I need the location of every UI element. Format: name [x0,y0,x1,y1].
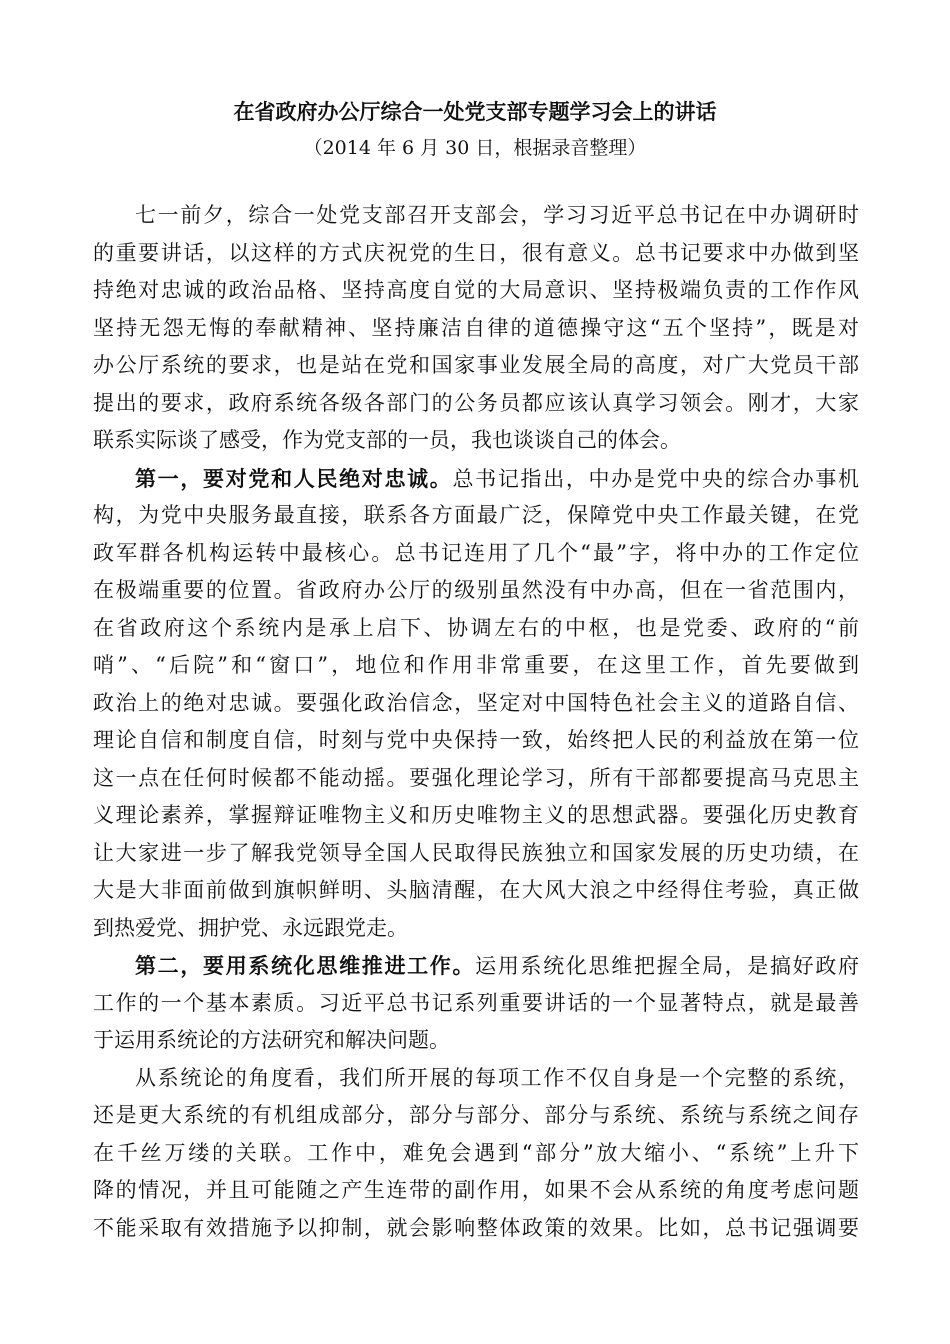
text-line [93,460,859,498]
text-line: 大是大非面前做到旗帜鲜明、头脑清醒，在大风大浪之中经得住考验，真正做 [93,878,859,902]
text-line: 在省政府这个系统内是承上启下、协调左右的中枢，也是党委、政府的“前 [93,615,859,640]
text-line: 持绝对忠诚的政治品格、坚持高度自觉的大局意识、坚持极端负责的工作作风 [93,278,859,302]
text-line: 的重要讲话，以这样的方式庆祝党的生日，很有意义。总书记要求中办做到坚 [93,240,859,265]
text-line [93,947,859,985]
text-line: 从系统论的角度看，我们所开展的每项工作不仅自身是一个完整的系统， [135,1065,859,1090]
document-subtitle: （2014 年 6 月 30 日，根据录音整理） [303,137,647,159]
document-body [93,197,859,1247]
text-line: 坚持无怨无悔的奉献精神、坚持廉洁自律的道德操守这“五个坚持”，既是对 [93,315,859,340]
paragraph-point-two [93,947,859,1060]
text-line: 于运用系统论的方法研究和解决问题。 [93,1028,450,1052]
document-title: 在省政府办公厅综合一处党支部专题学习会上的讲话 [233,99,717,124]
text-line: 让大家进一步了解我党领导全国人民取得民族独立和国家发展的历史功绩，在 [93,840,859,865]
text-line: 理论自信和制度自信，时刻与党中央保持一致，始终把人民的利益放在第一位 [93,728,859,752]
text-line: 不能采取有效措施予以抑制，就会影响整体政策的效果。比如，总书记强调要 [93,1215,859,1240]
paragraph-intro [93,197,859,460]
text-line: 办公厅系统的要求，也是站在党和国家事业发展全局的高度，对广大党员干部 [93,353,859,377]
text-line: 政治上的绝对忠诚。要强化政治信念，坚定对中国特色社会主义的道路自信、 [93,690,859,715]
text-line: 还是更大系统的有机组成部分，部分与部分、部分与系统、系统与系统之间存 [93,1103,859,1127]
text-line: 降的情况，并且可能随之产生连带的副作用，如果不会从系统的角度考虑问题 [93,1178,859,1202]
text-line: 政军群各机构运转中最核心。总书记连用了几个“最”字，将中办的工作定位 [93,540,859,565]
text-line: 构，为党中央服务最直接，联系各方面最广泛，保障党中央工作最关键，在党 [93,503,859,527]
paragraph-lead-heading: 第一，要对党和人民绝对忠诚。 [135,465,453,491]
text-line: 义理论素养，掌握辩证唯物主义和历史唯物主义的思想武器。要强化历史教育 [93,803,859,827]
text-line: 哨”、“后院”和“窗口”，地位和作用非常重要，在这里工作，首先要做到 [93,653,859,677]
text-line-rest: 运用系统化思维把握全局，是搞好政府 [475,954,859,978]
paragraph-systems-view [93,1060,859,1248]
text-line: 工作的一个基本素质。习近平总书记系列重要讲话的一个显著特点，就是最善 [93,990,859,1015]
text-line: 在千丝万缕的关联。工作中，难免会遇到“部分”放大缩小、“系统”上升下 [93,1140,859,1165]
paragraph-point-one [93,460,859,948]
text-line: 联系实际谈了感受，作为党支部的一员，我也谈谈自己的体会。 [93,428,681,452]
paragraph-lead-heading: 第二，要用系统化思维推进工作。 [135,953,476,978]
text-line: 提出的要求，政府系统各级各部门的公务员都应该认真学习领会。刚才，大家 [93,390,859,415]
text-line: 七一前夕，综合一处党支部召开支部会，学习习近平总书记在中办调研时 [135,203,859,227]
text-line: 在极端重要的位置。省政府办公厅的级别虽然没有中办高，但在一省范围内， [93,578,859,602]
text-line: 到热爱党、拥护党、永远跟党走。 [93,915,408,940]
text-line: 这一点在任何时候都不能动摇。要强化理论学习，所有干部都要提高马克思主 [93,765,859,790]
text-line-rest: 总书记指出，中办是党中央的综合办事机 [452,466,859,491]
